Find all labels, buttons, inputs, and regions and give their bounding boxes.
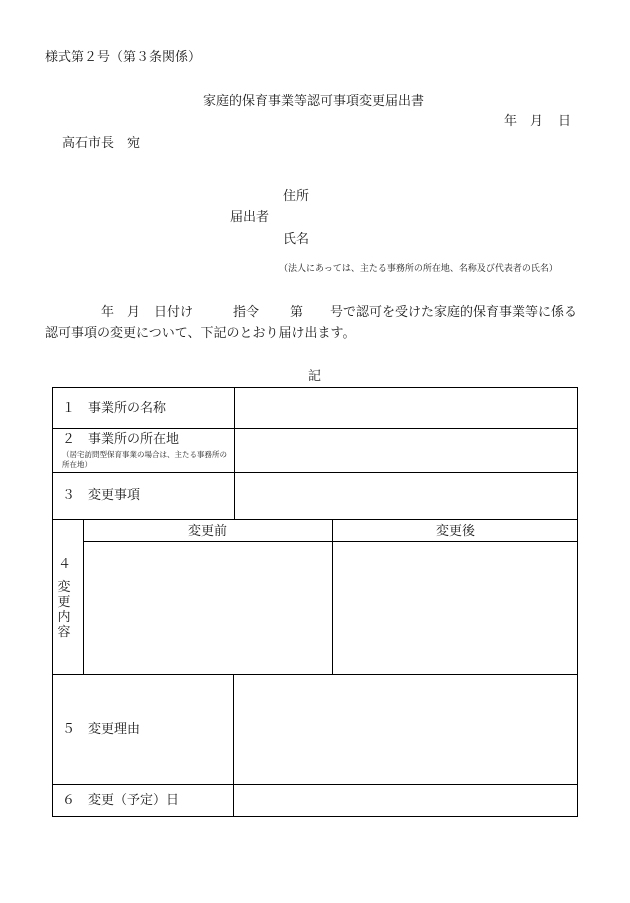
body-month: 月 [127, 305, 141, 320]
body-line-2: 認可事項の変更について、下記のとおり届け出ます。 [45, 326, 356, 341]
row-4-char-2: 更 [57, 595, 71, 610]
row-2-note: （居宅訪問型保育事業の場合は、主たる事務所の所在地） [62, 450, 227, 470]
date-day: 日 [558, 114, 572, 129]
body-rest: 号で認可を受けた家庭的保育事業等に係る [330, 305, 578, 320]
row-4-char-3: 内 [57, 610, 71, 625]
row-2-label: ２ 事業所の所在地 [62, 432, 180, 447]
notifier-address-label: 住所 [283, 189, 310, 204]
row-4-vertical-label [57, 580, 71, 640]
notifier-note: （法人にあっては、主たる事務所の所在地、名称及び代表者の氏名） [279, 264, 558, 274]
row-3-label: ３ 変更事項 [62, 488, 141, 503]
body-dated: 日付け [154, 305, 194, 320]
date-year: 年 [504, 114, 518, 129]
body-directive: 指令 [233, 305, 260, 320]
body-year: 年 [101, 305, 115, 320]
column-before: 変更前 [188, 524, 228, 539]
notifier-name-label: 氏名 [283, 232, 310, 247]
date-month: 月 [530, 114, 544, 129]
row-6-label: ６ 変更（予定）日 [62, 793, 180, 808]
row-1-label: １ 事業所の名称 [62, 401, 167, 416]
form-title: 家庭的保育事業等認可事項変更届出書 [203, 94, 425, 109]
row-5-label: ５ 変更理由 [62, 722, 141, 737]
body-dai: 第 [290, 305, 304, 320]
column-after: 変更後 [436, 524, 476, 539]
form-number: 様式第２号（第３条関係） [45, 50, 202, 65]
row-4-number: ４ [58, 557, 72, 572]
ki-heading: 記 [308, 369, 322, 384]
row-4-char-4: 容 [57, 625, 71, 640]
notifier-role-label: 届出者 [230, 210, 270, 225]
row-4-char-1: 変 [57, 580, 71, 595]
addressee: 高石市長 宛 [62, 136, 141, 151]
